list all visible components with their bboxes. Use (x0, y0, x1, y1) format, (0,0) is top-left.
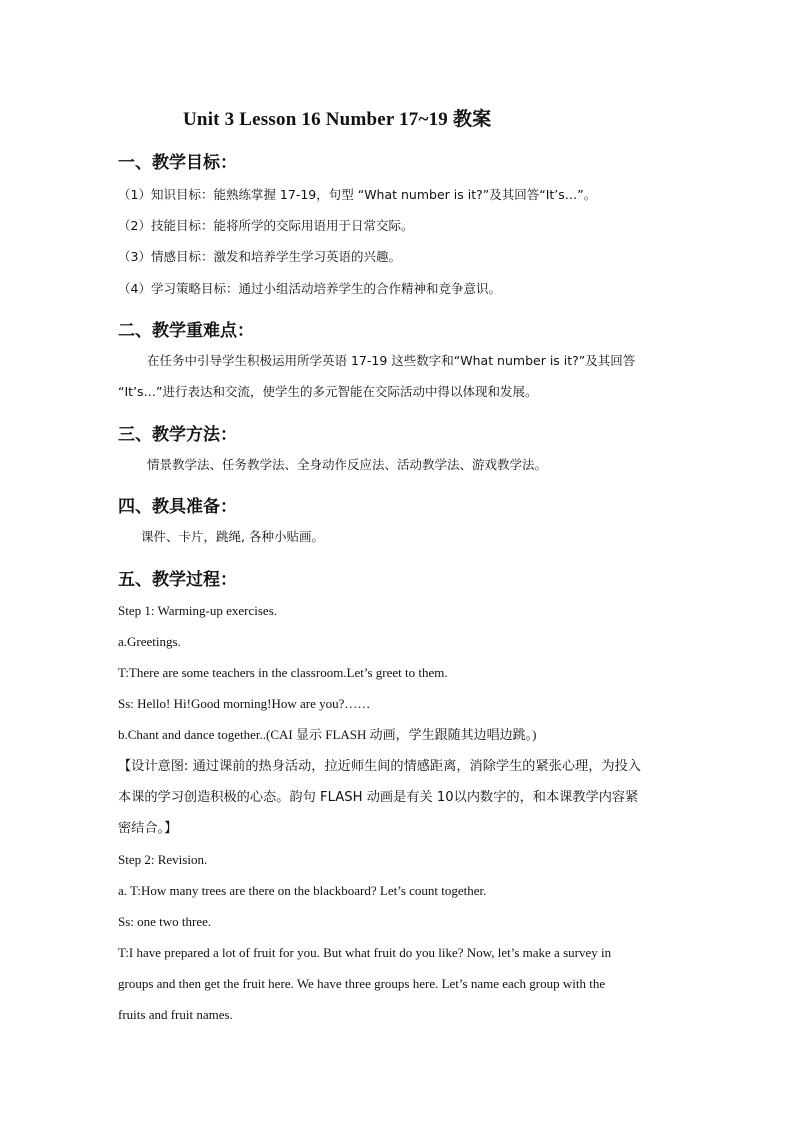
section-heading-objectives: 一、教学目标： (118, 153, 237, 173)
objective-line-1: （1）知识目标：能熟练掌握 17-19，句型 “What number is it?”及其回答“It’s…”。 (118, 187, 597, 202)
section-heading-materials: 四、教具准备： (118, 497, 237, 517)
process-line-3: T:There are some teachers in the classroom.Let’s greet to them. (118, 665, 448, 680)
section-heading-process: 五、教学过程： (118, 570, 237, 590)
document-title: Unit 3 Lesson 16 Number 17~19 教案 (183, 109, 492, 130)
materials-line: 课件、卡片，跳绳, 各种小贴画。 (141, 529, 324, 544)
process-line-6: Step 2: Revision. (118, 852, 208, 867)
section-heading-methods: 三、教学方法： (118, 425, 237, 445)
objective-line-4: （4）学习策略目标：通过小组活动培养学生的合作精神和竞争意识。 (118, 281, 501, 296)
section-heading-key-points: 二、教学重难点： (118, 321, 254, 341)
methods-line: 情景教学法、任务教学法、全身动作反应法、活动教学法、游戏教学法。 (147, 457, 548, 472)
objective-line-2: （2）技能目标：能将所学的交际用语用于日常交际。 (118, 218, 414, 233)
process-line-2: a.Greetings. (118, 634, 181, 649)
process-line-5: b.Chant and dance together..(CAI 显示 FLASH 动画，学生跟随其边唱边跳。) (118, 727, 537, 742)
design-intent-line-3: 密结合。】 (118, 821, 178, 836)
key-points-line-2: “It’s…”进行表达和交流，使学生的多元智能在交际活动中得以体现和发展。 (118, 384, 538, 399)
process-line-9: T:I have prepared a lot of fruit for you. But what fruit do you like? Now, let’s make a survey in (118, 945, 612, 960)
process-line-4: Ss: Hello! Hi!Good morning!How are you?…… (118, 696, 371, 711)
process-line-7: a. T:How many trees are there on the blackboard? Let’s count together. (118, 883, 487, 898)
process-line-1: Step 1: Warming-up exercises. (118, 603, 278, 618)
process-line-11: fruits and fruit names. (118, 1007, 233, 1022)
process-line-10: groups and then get the fruit here. We have three groups here. Let’s name each group with the (118, 976, 606, 991)
design-intent-line-1: 【设计意图: 通过课前的热身活动，拉近师生间的情感距离，消除学生的紧张心理，为投入 (118, 759, 641, 774)
design-intent-line-2: 本课的学习创造积极的心态。韵句 FLASH 动画是有关 10以内数字的，和本课教学内容紧 (118, 790, 639, 805)
objective-line-3: （3）情感目标：激发和培养学生学习英语的兴趣。 (118, 249, 401, 264)
key-points-line-1: 在任务中引导学生积极运用所学英语 17-19 这些数字和“What number is it?”及其回答 (147, 353, 636, 368)
process-line-8: Ss: one two three. (118, 914, 212, 929)
